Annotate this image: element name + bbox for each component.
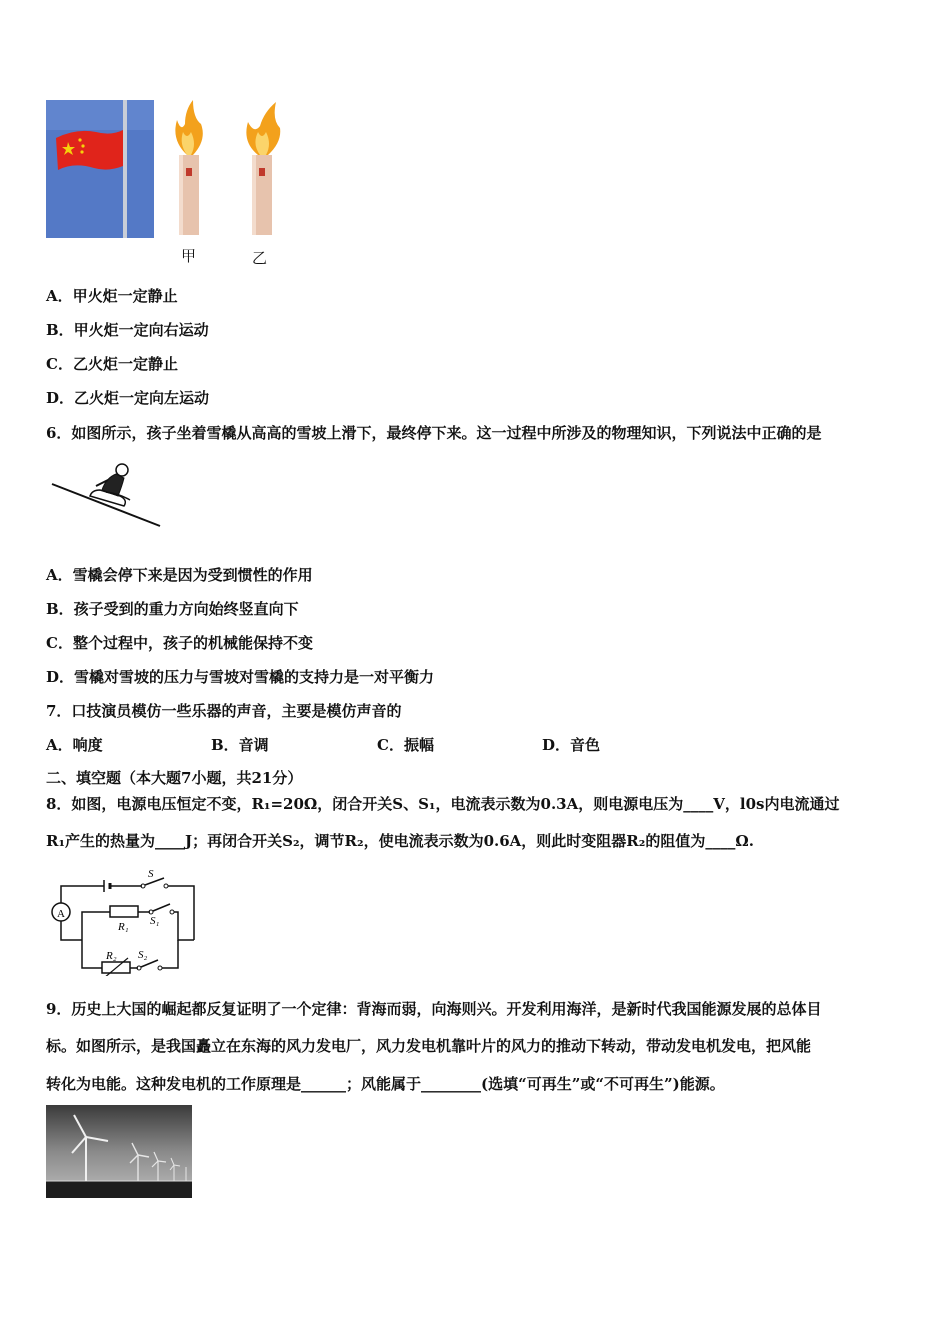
switch-s-label: S [148,868,154,880]
circuit-diagram [46,866,201,976]
q9-line-1: 9．历史上大国的崛起都反复证明了一个定律：背海而弱，向海则兴。开发利用海洋，是新时代我国能源发展的总体目 [46,1000,822,1018]
sled-figure [50,460,165,530]
q7-option-c: C．振幅 [377,736,434,754]
q5-option-a: A．甲火炬一定静止 [46,287,178,305]
section-2-title: 二、填空题（本大题7小题，共21分） [46,769,303,787]
q9-line-3: 转化为电能。这种发电机的工作原理是______；风能属于________(选填“可再生”或“不可再生”)能源。 [46,1075,725,1093]
q5-option-d: D．乙火炬一定向左运动 [46,389,210,407]
label-jia: 甲 [181,247,197,265]
r1-label: R₁ [118,921,129,933]
q7-option-a: A．响度 [46,736,103,754]
r2-label: R₂ [106,950,117,962]
q6-stem: 6．如图所示，孩子坐着雪橇从高高的雪坡上滑下，最终停下来。这一过程中所涉及的物理知识，下列说法中正确的是 [46,424,822,442]
q7-stem: 7．口技演员模仿一些乐器的声音，主要是模仿声音的 [46,702,402,720]
q9-line-2: 标。如图所示，是我国矗立在东海的风力发电厂，风力发电机靠叶片的风力的推动下转动，带动发电机发电，把风能 [46,1037,812,1055]
q5-option-c: C．乙火炬一定静止 [46,355,178,373]
torch-jia-image [163,100,213,240]
q8-line-2: R₁产生的热量为____J；再闭合开关S₂，调节R₂，使电流表示数为0.6A，则此时变阻器R₂的阻值为____Ω. [46,832,754,850]
ammeter-label: A [57,908,65,920]
q6-option-c: C．整个过程中，孩子的机械能保持不变 [46,634,313,652]
torch-yi-image [236,100,286,240]
q7-option-d: D．音色 [542,736,601,754]
q6-option-a: A．雪橇会停下来是因为受到惯性的作用 [46,566,313,584]
q7-option-b: B．音调 [211,736,269,754]
q5-option-b: B．甲火炬一定向右运动 [46,321,209,339]
q8-line-1: 8．如图，电源电压恒定不变，R₁=20Ω，闭合开关S、S₁，电流表示数为0.3A，则电源电压为____V，l0s内电流通过 [46,795,840,813]
q6-option-d: D．雪橇对雪坡的压力与雪坡对雪橇的支持力是一对平衡力 [46,668,435,686]
switch-s2-label: S₂ [138,949,148,961]
q6-option-b: B．孩子受到的重力方向始终竖直向下 [46,600,299,618]
label-yi: 乙 [252,249,268,267]
switch-s1-label: S₁ [150,915,160,927]
wind-farm-photo [46,1105,192,1198]
flag-photo [46,100,154,238]
